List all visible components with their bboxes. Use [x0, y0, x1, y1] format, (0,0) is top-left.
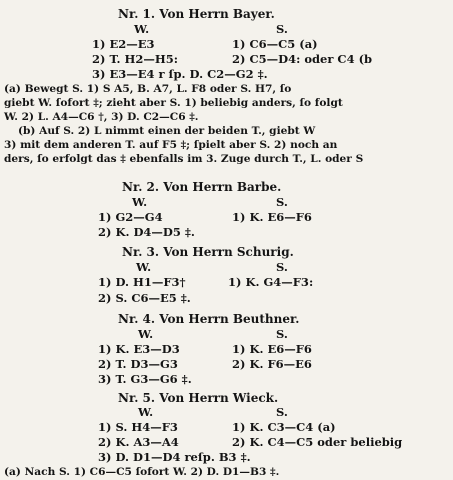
- problem-3-title: Nr. 3. Von Herrn Schurig.: [122, 245, 294, 259]
- problem-4-white-header: W.: [138, 327, 154, 341]
- problem-1-note-line: ders, ſo erfolgt das ‡ ebenfalls im 3. Zuge durch T., L. oder S: [4, 153, 364, 165]
- problem-5-move-1-black: 1) K. C3—C4 (a): [232, 420, 336, 434]
- problem-4-move-1-black: 1) K. E6—F6: [232, 342, 312, 356]
- problem-1-note-line: (b) Auf S. 2) L nimmt einen der beiden T., giebt W: [18, 125, 316, 137]
- problem-4-move-2-black: 2) K. F6—E6: [232, 357, 312, 371]
- problem-3-move-1-white: 1) D. H1—F3†: [98, 275, 186, 289]
- problem-1-black-header: S.: [276, 22, 288, 36]
- problem-3-move-2-white: 2) S. C6—E5 ‡.: [98, 291, 191, 305]
- problem-1-move-2-black: 2) C5—D4: oder C4 (b: [232, 52, 373, 66]
- problem-5-note-line: (a) Nach S. 1) C6—C5 ſofort W. 2) D. D1—B3 ‡.: [4, 466, 280, 478]
- problem-1-move-1-black: 1) C6—C5 (a): [232, 37, 318, 51]
- problem-3-black-header: S.: [276, 260, 288, 274]
- problem-3-white-header: W.: [136, 260, 152, 274]
- problem-4-move-2-white: 2) T. D3—G3: [98, 357, 178, 371]
- problem-5-move-2-black: 2) K. C4—C5 oder beliebig: [232, 435, 403, 449]
- problem-1-move-2-white: 2) T. H2—H5:: [92, 52, 179, 66]
- problem-1-move-3-white: 3) E3—E4 r ſp. D. C2—G2 ‡.: [92, 67, 268, 81]
- problem-2-black-header: S.: [276, 195, 288, 209]
- problem-1-move-1-white: 1) E2—E3: [92, 37, 155, 51]
- problem-5-move-3-white: 3) D. D1—D4 reſp. B3 ‡.: [98, 450, 251, 464]
- problem-5-title: Nr. 5. Von Herrn Wieck.: [118, 391, 279, 405]
- problem-2-title: Nr. 2. Von Herrn Barbe.: [122, 180, 282, 194]
- problem-5-white-header: W.: [138, 405, 154, 419]
- problem-4-title: Nr. 4. Von Herrn Beuthner.: [118, 312, 300, 326]
- problem-1-note-line: giebt W. ſofort ‡; zieht aber S. 1) beliebig anders, ſo folgt: [4, 97, 343, 109]
- problem-3-move-1-black: 1) K. G4—F3:: [228, 275, 314, 289]
- problem-1-title: Nr. 1. Von Herrn Bayer.: [118, 7, 275, 21]
- problem-2-move-2-white: 2) K. D4—D5 ‡.: [98, 225, 195, 239]
- problem-4-black-header: S.: [276, 327, 288, 341]
- problem-1-note-line: 3) mit dem anderen T. auf F5 ‡; ſpielt aber S. 2) noch an: [4, 139, 338, 151]
- problem-2-move-1-black: 1) K. E6—F6: [232, 210, 312, 224]
- problem-4-move-1-white: 1) K. E3—D3: [98, 342, 180, 356]
- problem-5-move-1-white: 1) S. H4—F3: [98, 420, 178, 434]
- problem-1-white-header: W.: [134, 22, 150, 36]
- problem-2-white-header: W.: [132, 195, 148, 209]
- problem-1-note-line: (a) Bewegt S. 1) S A5, B. A7, L. F8 oder S. H7, ſo: [4, 83, 292, 95]
- problem-4-move-3-white: 3) T. G3—G6 ‡.: [98, 372, 192, 386]
- problem-5-move-2-white: 2) K. A3—A4: [98, 435, 179, 449]
- problem-2-move-1-white: 1) G2—G4: [98, 210, 163, 224]
- problem-1-note-line: W. 2) L. A4—C6 †, 3) D. C2—C6 ‡.: [4, 111, 199, 123]
- problem-5-black-header: S.: [276, 405, 288, 419]
